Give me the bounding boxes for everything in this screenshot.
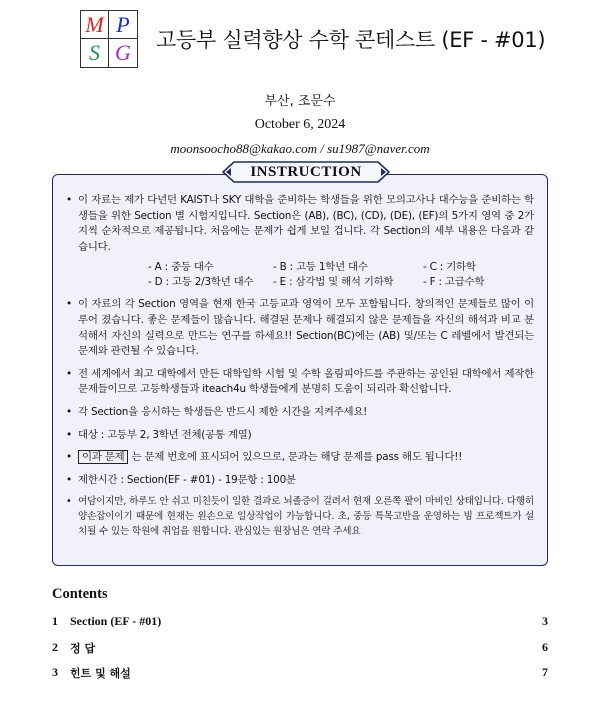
section-a: - A : 중등 대수 xyxy=(148,261,214,274)
list-item xyxy=(64,193,534,290)
toc-number: 1 xyxy=(52,614,58,628)
list-item xyxy=(64,367,534,398)
instruction-badge xyxy=(222,161,390,183)
toc-page: 7 xyxy=(542,665,548,679)
document-title: 고등부 실력향상 수학 콘테스트 (EF - #01) xyxy=(156,28,546,52)
list-item xyxy=(64,450,534,466)
personal-note: 여담이지만, 하루도 안 쉬고 미친듯이 일한 결과로 뇌졸증이 걸려서 현재 오른쪽 팔이 마비인 상태입니다. 다행히 양손잡이이기 때문에 현재는 왼손으로 일상작업이 가능합니다. 초, 중등 특목고반을 운영하는 빔 프로젝트가 설치될 수 있는 학원에 취업을 원합니다. 관심있는 원장님은 연락 주세요 xyxy=(78,496,534,537)
section-e: - E : 삼각법 및 해석 기하학 xyxy=(273,276,394,289)
logo-letter-m: M xyxy=(81,11,109,39)
toc-entry[interactable] xyxy=(52,640,548,656)
author: 부산, 조문수 xyxy=(264,94,336,109)
source-text: 전 세계에서 최고 대학에서 만든 대학입학 시험 및 수학 올림피아드를 주관하는 공인된 대학에서 제작한 문제들이므로 고등학생들과 iteach4u 학생들에게 분명히 도움이 되리라 확신합니다. xyxy=(78,367,534,396)
toc-page: 3 xyxy=(542,614,548,628)
science-problem-marker: 이과 문제 xyxy=(78,450,128,464)
toc-entry[interactable] xyxy=(52,665,548,681)
time-limit-note: 각 Section을 응시하는 학생들은 반드시 제한 시간을 지켜주세요! xyxy=(78,405,368,418)
contact-emails: moonsoocho88@kakao.com / su1987@naver.com xyxy=(170,141,430,156)
list-item xyxy=(64,405,534,421)
science-note: 는 문제 번호에 표시되어 있으므로, 문과는 해당 문제를 pass 해도 됩니다!! xyxy=(131,451,463,464)
toc-label: Section (EF - #01) xyxy=(70,614,162,628)
list-item xyxy=(64,495,534,539)
toc-page: 6 xyxy=(542,640,548,654)
scope-text: 이 자료의 각 Section 영역을 현재 한국 고등교과 영역이 모두 포함됩니다. 창의적인 문제들로 많이 이루어 졌습니다. 좋은 문제들이 많습니다. 해결된 문제나 해결되지 않은 문제들을 자신의 해석과 비교 분석해서 자신의 실력으로 만드는 연구를 하세요!! Section(BC)에는 (AB) 및/또는 C 레벨에서 발견되는 문제와 관련될 수 있습니다. xyxy=(78,298,534,358)
intro-text: 이 자료는 제가 다년던 KAIST나 SKY 대학을 준비하는 학생들을 위한 모의고사나 대수능을 준비하는 학생들을 위한 Section 별 시험지입니다. Section은 (AB), (BC), (CD), (DE), (EF)의 5가지 영역 중 2가지씩 순차적으로 제공됩니다. 처음에는 문제가 쉽게 보일 겁니다. 각 Section의 세부 내용은 다음과 같습니다. xyxy=(78,194,534,253)
logo-letter-g: G xyxy=(115,40,131,65)
target-text: 대상 : 고등부 2, 3학년 전체(공통 계열) xyxy=(78,428,252,441)
contents-heading: Contents xyxy=(52,586,108,602)
logo-letter-p: P xyxy=(109,11,137,39)
date: October 6, 2024 xyxy=(254,117,346,132)
instruction-list xyxy=(64,193,534,547)
time-limit: 제한시간 : Section(EF - #01) - 19문항 : 100분 xyxy=(78,473,296,486)
toc-label: 정 답 xyxy=(70,642,96,655)
header xyxy=(80,8,545,70)
instruction-label: INSTRUCTION xyxy=(250,164,362,180)
list-item xyxy=(64,473,534,489)
section-d: - D : 고등 2/3학년 대수 xyxy=(148,276,254,289)
toc-number: 2 xyxy=(52,640,58,654)
toc-number: 3 xyxy=(52,665,58,679)
section-b: - B : 고등 1학년 대수 xyxy=(273,261,368,274)
toc-entry[interactable] xyxy=(52,614,548,630)
section-legend xyxy=(148,260,534,290)
logo-letter-s: S xyxy=(81,39,109,67)
section-c: - C : 기하학 xyxy=(423,261,476,274)
mpsg-logo xyxy=(80,10,138,68)
list-item xyxy=(64,428,534,444)
toc-label: 힌트 및 해설 xyxy=(70,667,131,680)
list-item xyxy=(64,297,534,359)
section-f: - F : 고급수학 xyxy=(423,276,485,289)
